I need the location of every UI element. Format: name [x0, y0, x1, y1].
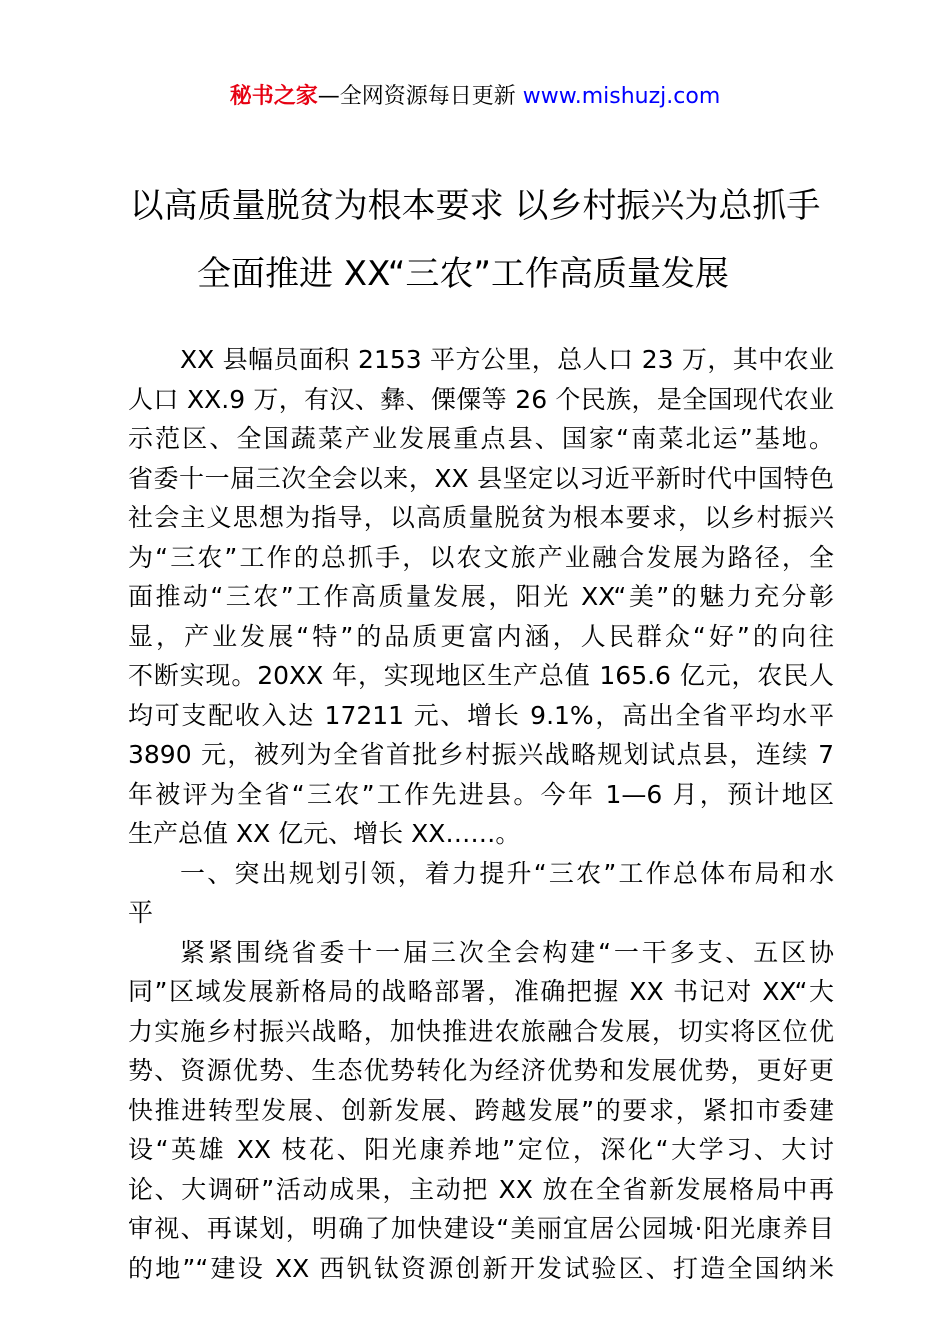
site-tagline: —全网资源每日更新	[317, 84, 523, 109]
body-line: 论、大调研”活动成果，主动把 XX 放在全省新发展格局中再	[128, 1174, 834, 1204]
section-heading-line: 平	[128, 898, 154, 927]
body-line: 3890 元，被列为全省首批乡村振兴战略规划试点县，连续 7	[128, 740, 834, 769]
body-line: XX 县幅员面积 2153 平方公里，总人口 23 万，其中农业	[180, 345, 834, 374]
body-line: 势、资源优势、生态优势转化为经济优势和发展优势，更好更	[128, 1056, 834, 1085]
body-line: 快推进转型发展、创新发展、跨越发展”的要求，紧扣市委建	[128, 1095, 834, 1125]
body-line: 不断实现。20XX 年，实现地区生产总值 165.6 亿元，农民人	[128, 661, 834, 690]
body-line: 示范区、全国蔬菜产业发展重点县、国家“南菜北运”基地。	[128, 424, 834, 453]
body-line: 设“英雄 XX 枝花、阳光康养地”定位，深化“大学习、大讨	[128, 1135, 834, 1164]
body-line: 生产总值 XX 亿元、增长 XX……。	[128, 819, 521, 848]
body-line: 的地”“建设 XX 西钒钛资源创新开发试验区、打造全国纳米	[128, 1253, 834, 1283]
body-line: 审视、再谋划，明确了加快建设“美丽宜居公园城·阳光康养目	[128, 1214, 834, 1243]
body-line: 紧紧围绕省委十一届三次全会构建“一干多支、五区协	[180, 937, 834, 967]
site-url-link[interactable]: www.mishuzj.com	[522, 84, 721, 109]
document-body	[128, 340, 834, 1288]
body-line: 显，产业发展“特”的品质更富内涵，人民群众“好”的向往	[128, 621, 834, 651]
section-heading-line: 一、突出规划引领，着力提升“三农”工作总体布局和水	[180, 858, 834, 888]
body-line: 力实施乡村振兴战略，加快推进农旅融合发展，切实将区位优	[128, 1016, 834, 1046]
body-line: 省委十一届三次全会以来，XX 县坚定以习近平新时代中国特色	[128, 463, 834, 493]
document-title-line-1: 以高质量脱贫为根本要求 以乡村振兴为总抓手	[129, 186, 821, 226]
body-line: 面推动“三农”工作高质量发展，阳光 XX“美”的魅力充分彰	[128, 582, 834, 611]
body-line: 社会主义思想为指导，以高质量脱贫为根本要求，以乡村振兴	[128, 503, 834, 532]
body-line: 为“三农”工作的总抓手，以农文旅产业融合发展为路径，全	[128, 542, 834, 572]
body-line: 同”区域发展新格局的战略部署，准确把握 XX 书记对 XX“大	[128, 977, 834, 1006]
body-line: 人口 XX.9 万，有汉、彝、傈僳等 26 个民族，是全国现代农业	[128, 384, 834, 414]
site-header	[0, 82, 950, 112]
body-line: 均可支配收入达 17211 元、增长 9.1%，高出全省平均水平	[128, 700, 834, 730]
document-title-line-2: 全面推进 XX“三农”工作高质量发展	[197, 254, 729, 294]
site-brand: 秘书之家	[229, 84, 318, 109]
body-line: 年被评为全省“三农”工作先进县。今年 1—6 月，预计地区	[128, 779, 834, 809]
